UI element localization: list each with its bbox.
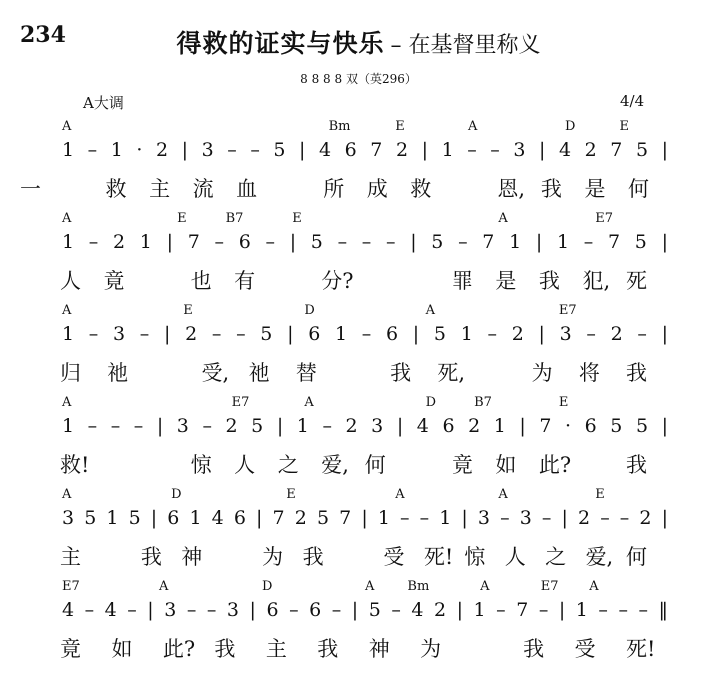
lyric-char: 救! xyxy=(60,453,90,477)
chord-symbol: A xyxy=(498,487,508,502)
lyric-char: 主 xyxy=(149,177,171,201)
lyric-char: 成 xyxy=(366,177,388,201)
lyric-char: 我 xyxy=(140,545,162,569)
lyric-char: 死! xyxy=(423,545,454,569)
hymn-number: 234 xyxy=(20,22,66,48)
lyric-char: 祂 xyxy=(107,361,129,385)
lyric-char: 所 xyxy=(323,177,345,201)
lyric-char: 救 xyxy=(105,177,127,201)
lyric-char: 我 xyxy=(214,637,236,661)
chord-symbol: E xyxy=(286,487,296,502)
chord-symbol: E7 xyxy=(62,579,80,594)
lyric-char: 如 xyxy=(111,637,133,661)
lyric-char: 主 xyxy=(60,545,81,569)
notation-line: 1 – – – | 3 – 2 5 | 1 – 2 3 | 4 6 2 1 | 7 · 6 5 5 | xyxy=(62,415,669,437)
chord-symbol: A xyxy=(365,579,375,594)
lyric-char: 我 xyxy=(540,177,562,201)
lyric-char: 我 xyxy=(302,545,324,569)
lyric-char: 何 xyxy=(364,453,386,477)
notation-line: 1 – 3 – | 2 – – 5 | 6 1 – 6 | 5 1 – 2 | 3 – 2 – | xyxy=(62,323,668,345)
chord-symbol: B7 xyxy=(474,395,492,410)
chord-symbol: E xyxy=(183,303,193,318)
chord-symbol: A xyxy=(62,487,72,502)
chord-symbol: A xyxy=(395,487,405,502)
chord-symbol: A xyxy=(498,211,508,226)
chord-symbol: Bm xyxy=(407,579,430,594)
lyric-char: 我 xyxy=(523,637,545,661)
lyric-char: 恩, xyxy=(497,177,526,201)
lyric-char: 分? xyxy=(321,269,354,293)
lyric-char: 此? xyxy=(162,637,196,661)
lyric-char: 神 xyxy=(181,545,203,569)
lyric-char: 为 xyxy=(420,637,442,661)
lyric-char: 是 xyxy=(495,269,517,293)
notation-line: 1 – 2 1 | 7 – 6 – | 5 – – – | 5 – 7 1 | 1 – 7 5 | xyxy=(62,231,668,253)
lyric-char: 之 xyxy=(545,545,567,569)
lyric-char: 我 xyxy=(317,637,339,661)
chord-symbol: E xyxy=(558,395,569,410)
lyric-char: 之 xyxy=(277,453,299,477)
lyric-char: 爱, xyxy=(321,453,349,477)
time-signature: 4/4 xyxy=(620,92,645,110)
lyric-char: 此? xyxy=(538,453,572,477)
lyric-char: 血 xyxy=(236,177,258,201)
chord-symbol: A xyxy=(589,579,599,594)
chord-symbol: E7 xyxy=(558,303,577,318)
lyric-char: 受, xyxy=(201,361,230,385)
key-signature: A大调 xyxy=(83,94,124,112)
hymn-title: 得救的证实与快乐 xyxy=(176,29,385,58)
chord-symbol: A xyxy=(62,303,72,318)
chord-symbol: D xyxy=(564,119,576,134)
lyric-char: 我 xyxy=(626,453,647,477)
lyric-char: 将 xyxy=(578,361,600,385)
lyric-char: 流 xyxy=(192,177,214,201)
meter-info: 8 8 8 8 双（英296） xyxy=(300,72,417,86)
chord-symbol: A xyxy=(62,395,72,410)
chord-symbol: A xyxy=(468,119,478,134)
chord-symbol: E xyxy=(292,211,302,226)
lyric-char: 受 xyxy=(383,545,405,569)
lyric-char: 何 xyxy=(626,545,647,569)
chord-symbol: E xyxy=(177,211,187,226)
chord-symbol: D xyxy=(261,579,273,594)
lyric-char: 祂 xyxy=(248,361,270,385)
lyric-char: 人 xyxy=(504,545,526,569)
lyric-char: 我 xyxy=(538,269,560,293)
chord-symbol: D xyxy=(304,303,315,318)
lyric-char: 是 xyxy=(584,177,606,201)
notation-line: 1 – 1 · 2 | 3 – – 5 | 4 6 7 2 | 1 – – 3 | 4 2 7 5 | xyxy=(62,139,669,161)
lyric-char: 犯, xyxy=(582,269,611,293)
lyric-char: 何 xyxy=(628,177,649,201)
lyric-char: 死, xyxy=(437,361,466,385)
lyric-char: 有 xyxy=(234,269,256,293)
lyric-char: 替 xyxy=(295,361,317,385)
lyric-char: 死 xyxy=(626,269,647,293)
notation-line: 3 5 1 5 | 6 1 4 6 | 7 2 5 7 | 1 – – 1 | 3 – 3 – | 2 – – 2 | xyxy=(62,507,668,529)
lyric-char: 我 xyxy=(390,361,412,385)
chord-symbol: D xyxy=(425,395,437,410)
lyric-char: 死! xyxy=(626,637,656,661)
lyric-char: 竟 xyxy=(103,269,125,293)
lyric-char: 人 xyxy=(60,269,81,293)
lyric-char: 竟 xyxy=(451,453,473,477)
lyric-char: 爱, xyxy=(585,545,614,569)
lyric-char: 竟 xyxy=(60,637,81,661)
lyric-char: 救 xyxy=(410,177,432,201)
lyric-char: 受 xyxy=(574,637,596,661)
chord-symbol: E7 xyxy=(231,395,250,410)
chord-symbol: A xyxy=(158,579,169,594)
chord-symbol: E xyxy=(619,119,630,134)
lyric-char: 为 xyxy=(531,361,553,385)
chord-symbol: A xyxy=(425,303,435,318)
lyric-char: 神 xyxy=(368,637,390,661)
lyric-char: 惊 xyxy=(190,453,212,477)
chord-symbol: A xyxy=(304,395,314,410)
chord-symbol: Bm xyxy=(328,119,351,134)
chord-symbol: A xyxy=(480,579,490,594)
chord-symbol: D xyxy=(171,487,182,502)
lyric-char: 归 xyxy=(60,361,81,385)
chord-symbol: B7 xyxy=(225,211,244,226)
chord-symbol: E7 xyxy=(595,211,614,226)
lyric-char: 人 xyxy=(234,453,256,477)
lyric-char: 我 xyxy=(626,361,647,385)
lyric-char: 为 xyxy=(262,545,284,569)
lyric-char: 如 xyxy=(495,453,517,477)
lyric-char: 惊 xyxy=(464,545,486,569)
chord-symbol: E7 xyxy=(540,579,559,594)
lyric-char: 主 xyxy=(265,637,287,661)
lyric-char: 也 xyxy=(190,269,212,293)
lyric-char: 一 xyxy=(20,177,41,201)
lyric-char: 罪 xyxy=(451,269,473,293)
hymn-subtitle: – 在基督里称义 xyxy=(390,33,541,58)
chord-symbol: E xyxy=(595,487,605,502)
chord-symbol: E xyxy=(395,119,405,134)
notation-line: 4 – 4 – | 3 – – 3 | 6 – 6 – | 5 – 4 2 | 1 – 7 – | 1 – – – ‖ xyxy=(62,599,669,621)
chord-symbol: A xyxy=(62,211,72,226)
chord-symbol: A xyxy=(62,119,72,134)
